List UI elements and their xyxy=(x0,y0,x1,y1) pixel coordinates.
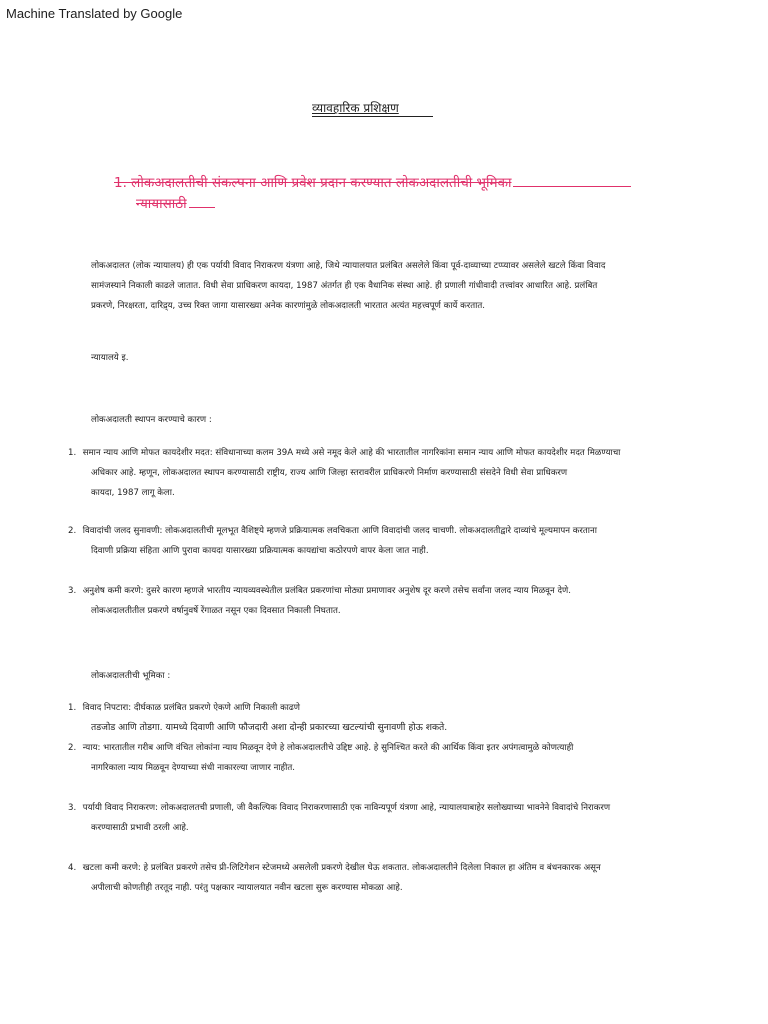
reason-item-1-text xyxy=(68,448,620,458)
role-item-1-line-2: तडजोड आणि तोडगा. यामध्ये दिवाणी आणि फौजदारी अशा दोन्ही प्रकारच्या खटल्यांची सुनावणी होऊ शकते. xyxy=(91,722,448,733)
role-item-4-line-2: अपीलाची कोणतीही तरतूद नाही. परंतु पक्षकार न्यायालयात नवीन खटला सुरू करण्यास मोकळा आहे. xyxy=(91,883,403,893)
section-heading xyxy=(114,173,694,215)
role-item-1 xyxy=(68,698,696,738)
role-item-2-line-2: नागरिकाला न्याय मिळवून देण्याच्या संधी नाकारल्या जाणार नाहीत. xyxy=(91,763,295,773)
reason-item-2-line-2: दिवाणी प्रक्रिया संहिता आणि पुरावा कायदा यासारख्या प्रक्रियात्मक कायद्यांचा कठोरपणे वापर केला जात नाही. xyxy=(91,546,429,556)
reason-item-3 xyxy=(68,581,696,621)
reason-item-1 xyxy=(68,443,696,503)
reasons-title: लोकअदालती स्थापन करण्याचे कारण : xyxy=(91,415,212,425)
reason-item-3-line-2: लोकअदालतीतील प्रकरणे वर्षानुवर्षे रेंगाळत नसून एका दिवसात निकाली निघतात. xyxy=(91,606,341,616)
intro-line-1: लोकअदालत (लोक न्यायालय) ही एक पर्यायी विवाद निराकरण यंत्रणा आहे, जिथे न्यायालयात प्रलंबित असलेले किंवा पूर्व-दाव्याच्या टप्प्यावर असलेले खटले किंवा विवाद xyxy=(91,261,606,271)
role-item-1-line-1: विवाद निपटारा: दीर्घकाळ प्रलंबित प्रकरणे ऐकणे आणि निकाली काढणे xyxy=(82,703,300,713)
reason-item-3-num: 3. xyxy=(68,586,77,596)
reason-item-1-line-1: समान न्याय आणि मोफत कायदेशीर मदत: संविधानाच्या कलम 39A मध्ये असे नमूद केले आहे की भारतातील नागरिकांना समान न्याय आणि मोफत कायदेशीर मदत मिळण्याचा xyxy=(82,448,621,458)
reason-item-1-line-3: कायदा, 1987 लागू केला. xyxy=(91,488,175,498)
role-item-1-num: 1. xyxy=(68,703,77,713)
heading-line-2-text: न्यायासाठी xyxy=(136,196,187,212)
intro-line-3: प्रकरणे, निरक्षरता, दारिद्र्य, उच्च रिक्त जागा यासारख्या अनेक कारणांमुळे लोकअदालती भारतात अत्यंत महत्त्वपूर्ण कार्ये करतात. xyxy=(91,301,486,311)
role-item-3-line-2: करण्यासाठी प्रभावी ठरली आहे. xyxy=(91,823,189,833)
courts-line: न्यायालये इ. xyxy=(91,353,129,363)
reason-item-1-num: 1. xyxy=(68,448,77,458)
role-item-2-line-1: न्याय: भारतातील गरीब आणि वंचित लोकांना न्याय मिळवून देणे हे लोकअदालतीचे उद्दिष्ट आहे. हे सुनिश्चित करते की आर्थिक किंवा इतर अपंगत्वामुळे कोणत्याही xyxy=(82,743,574,753)
role-item-3-num: 3. xyxy=(68,803,77,813)
role-item-3-line-1: पर्यायी विवाद निराकरण: लोकअदालतची प्रणाली, जी वैकल्पिक विवाद निराकरणासाठी एक नाविन्यपूर्ण यंत्रणा आहे, न्यायालयाबाहेर सलोख्याच्या भावनेने विवादांचे निराकरण xyxy=(82,803,611,813)
reason-item-2-num: 2. xyxy=(68,526,77,536)
intro-paragraph xyxy=(91,256,691,316)
role-item-4-line-1: खटला कमी करणे: हे प्रलंबित प्रकरणे तसेच प्री-लिटिगेशन स्टेजमध्ये असलेली प्रकरणे देखील घेऊ शकतात. लोकअदालतीने दिलेला निकाल हा अंतिम व बंधनकारक असून xyxy=(82,863,601,873)
heading-line-1 xyxy=(114,173,694,194)
role-item-2-num: 2. xyxy=(68,743,77,753)
intro-line-2: सामंजस्याने निकाली काढले जातात. विधी सेवा प्राधिकरण कायदा, 1987 अंतर्गत ही एक वैधानिक संस्था आहे. ही प्रणाली गांधीवादी तत्त्वांवर आधारित आहे. प्रलंबित xyxy=(91,281,598,291)
reason-item-2 xyxy=(68,521,696,561)
role-item-2 xyxy=(68,738,696,778)
role-item-3 xyxy=(68,798,696,838)
machine-translated-banner: Machine Translated by Google xyxy=(6,6,183,21)
roles-title: लोकअदालतीची भूमिका : xyxy=(91,671,171,681)
document-title: व्यावहारिक प्रशिक्षण xyxy=(312,100,433,117)
reason-item-1-line-2: अधिकार आहे. म्हणून, लोकअदालत स्थापन करण्यासाठी राष्ट्रीय, राज्य आणि जिल्हा स्तरावरील प्राधिकरणे निर्माण करण्यासाठी संसदेने विधी सेवा प्राधिकरण xyxy=(91,468,568,478)
heading-line-2 xyxy=(136,194,694,215)
reason-item-2-line-1: विवादांची जलद सुनावणी: लोकअदालतीची मूलभूत वैशिष्ट्ये म्हणजे प्रक्रियात्मक लवचिकता आणि विवादांची जलद चाचणी. लोकअदालतीद्वारे दाव्यांचे मूल्यमापन करताना xyxy=(82,526,597,536)
role-item-4 xyxy=(68,858,696,898)
role-item-4-num: 4. xyxy=(68,863,77,873)
reason-item-3-line-1: अनुशेष कमी करणे: दुसरे कारण म्हणजे भारतीय न्यायव्यवस्थेतील प्रलंबित प्रकरणांचा मोठ्या प्रमाणावर अनुशेष दूर करणे तसेच सर्वांना जलद न्याय मिळवून देणे. xyxy=(82,586,571,596)
heading-line-1-text: 1. लोकअदालतीची संकल्पना आणि प्रवेश प्रदान करण्यात लोकअदालतीची भूमिका xyxy=(114,175,512,191)
